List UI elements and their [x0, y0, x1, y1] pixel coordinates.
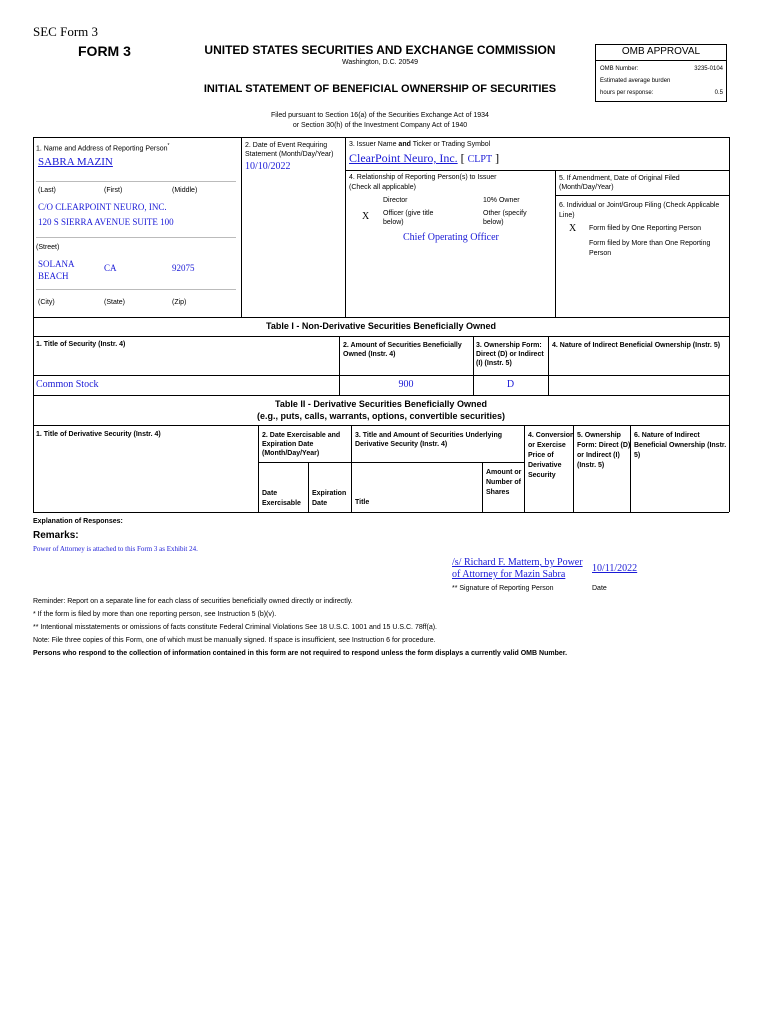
omb-title: OMB APPROVAL — [621, 46, 701, 57]
omb-number-label: OMB Number: — [600, 66, 639, 72]
filed-line-1: Filed pursuant to Section 16(a) of the Securities Exchange Act of 1934 — [271, 112, 489, 119]
note-criminal-violations: ** Intentional misstatements or omissions of facts constitute Federal Criminal Violations See 18 U.S.C. 1001 and 15 U.S.C. 78ff(a). — [33, 624, 437, 631]
box3-label: 3. Issuer Name and Ticker or Trading Symbol — [349, 141, 491, 148]
table1-header-amount: 2. Amount of Securities Beneficially Owned (Instr. 4) — [343, 342, 462, 358]
table2-subheader-title: Title — [355, 499, 370, 506]
street-line-2: 120 S SIERRA AVENUE SUITE 100 — [38, 217, 174, 227]
table1-header-title: 1. Title of Security (Instr. 4) — [36, 341, 126, 348]
table1-row-amount: 900 — [398, 379, 414, 390]
table1-header-nature: 4. Nature of Indirect Beneficial Ownership (Instr. 5) — [552, 342, 721, 349]
multi-person-option: Form filed by More than One Reporting Person — [589, 240, 711, 257]
table2-title-2: (e.g., puts, calls, warrants, options, convertible securities) — [256, 411, 506, 421]
note-multiple-persons: * If the form is filed by more than one reporting person, see Instruction 5 (b)(v). — [33, 611, 277, 618]
table2-header-underlying: 3. Title and Amount of Securities Underlying Derivative Security (Instr. 4) — [355, 432, 503, 448]
table1-header-form: 3. Ownership Form: Direct (D) or Indirect (I) (Instr. 5) — [476, 342, 544, 367]
signature: /s/ Richard F. Mattern, by Power of Attorney for Mazin Sabra — [452, 557, 583, 580]
explanation-label: Explanation of Responses: — [33, 518, 123, 525]
table2-header-ownership: 5. Ownership Form: Direct (D) or Indirect (I) (Instr. 5) — [577, 432, 631, 469]
table2-header-nature: 6. Nature of Indirect Beneficial Ownership (Instr. 5) — [634, 432, 727, 459]
table2-header-price: 4. Conversion or Exercise Price of Derivative Security — [528, 432, 575, 479]
omb-number-value: 3235-0104 — [694, 66, 723, 72]
box1-label: 1. Name and Address of Reporting Person* — [36, 143, 170, 153]
date-label: Date — [592, 585, 607, 592]
one-person-option: Form filed by One Reporting Person — [589, 225, 702, 232]
note-reminder: Reminder: Report on a separate line for each class of securities beneficially owned directly or indirectly. — [33, 598, 353, 605]
ten-pct-owner-option: 10% Owner — [483, 197, 520, 204]
zip-value: 92075 — [172, 263, 195, 273]
table2-header-dates: 2. Date Exercisable and Expiration Date (Month/Day/Year) — [262, 432, 341, 457]
form-title: FORM 3 — [78, 43, 131, 59]
filed-line-2: or Section 30(h) of the Investment Company Act of 1940 — [292, 122, 468, 129]
signature-date: 10/11/2022 — [592, 563, 638, 574]
officer-check-mark: X — [362, 211, 370, 222]
table1-row-form: D — [506, 379, 515, 390]
officer-title: Chief Operating Officer — [403, 232, 499, 243]
table2-subheader-date-exercisable: Date Exercisable — [262, 490, 301, 507]
officer-option: Officer (give title below) — [383, 210, 434, 226]
remarks-text: Power of Attorney is attached to this Form 3 as Exhibit 24. — [33, 545, 198, 553]
table2-subheader-amount: Amount or Number of Shares — [486, 469, 522, 496]
table1-row-security: Common Stock — [36, 379, 99, 390]
agency-name: UNITED STATES SECURITIES AND EXCHANGE COMMISSION — [204, 43, 556, 57]
state-label: (State) — [104, 299, 126, 306]
street-label: (Street) — [36, 244, 60, 251]
table2-subheader-expiration: Expiration Date — [312, 490, 347, 507]
first-label: (First) — [104, 187, 123, 194]
omb-burden-value: 0.5 — [714, 90, 723, 96]
omb-burden-label-2: hours per response: — [600, 90, 654, 96]
issuer-line: ClearPoint Neuro, Inc. [ CLPT ] — [349, 151, 500, 165]
issuer-name-link[interactable]: ClearPoint Neuro, Inc. — [349, 151, 458, 165]
other-option: Other (specify below) — [483, 210, 527, 226]
one-person-check-mark: X — [569, 223, 577, 234]
street-line-1: C/O CLEARPOINT NEURO, INC. — [38, 202, 167, 212]
box2-label: 2. Date of Event Requiring Statement (Month/Day/Year) — [245, 142, 334, 158]
box6-label: 6. Individual or Joint/Group Filing (Check Applicable Line) — [559, 202, 720, 219]
omb-burden-label-1: Estimated average burden — [600, 78, 671, 84]
state-value: CA — [104, 263, 117, 273]
city-value: SOLANA BEACH — [38, 259, 75, 281]
table2-title-1: Table II - Derivative Securities Beneficially Owned — [275, 399, 487, 409]
agency-location: Washington, D.C. 20549 — [341, 59, 418, 66]
box4-label: 4. Relationship of Reporting Person(s) to Issuer — [349, 174, 497, 181]
reporting-person-name[interactable]: SABRA MAZIN — [38, 156, 113, 168]
signature-label: ** Signature of Reporting Person — [452, 585, 554, 592]
box5-label: 5. If Amendment, Date of Original Filed (Month/Day/Year) — [559, 175, 680, 191]
sec-form-label: SEC Form 3 — [33, 24, 99, 39]
table1-title: Table I - Non-Derivative Securities Beneficially Owned — [266, 321, 496, 331]
box4-sub: (Check all applicable) — [349, 184, 416, 191]
middle-label: (Middle) — [172, 187, 198, 194]
city-label: (City) — [38, 299, 55, 306]
table2-header-title: 1. Title of Derivative Security (Instr. 4) — [36, 431, 161, 438]
note-omb-disclaimer: Persons who respond to the collection of information contained in this form are not required to respond unless the form displays a currently valid OMB Number. — [33, 650, 568, 657]
remarks-label: Remarks: — [33, 530, 79, 541]
note-file-copies: Note: File three copies of this Form, one of which must be manually signed. If space is insufficient, see Instruction 6 for procedure. — [33, 637, 436, 644]
event-date: 10/10/2022 — [245, 161, 291, 172]
ticker-symbol: CLPT — [467, 154, 493, 165]
last-label: (Last) — [38, 187, 56, 194]
director-option: Director — [383, 197, 408, 204]
zip-label: (Zip) — [172, 299, 187, 306]
statement-title: INITIAL STATEMENT OF BENEFICIAL OWNERSHIP OF SECURITIES — [203, 83, 557, 95]
